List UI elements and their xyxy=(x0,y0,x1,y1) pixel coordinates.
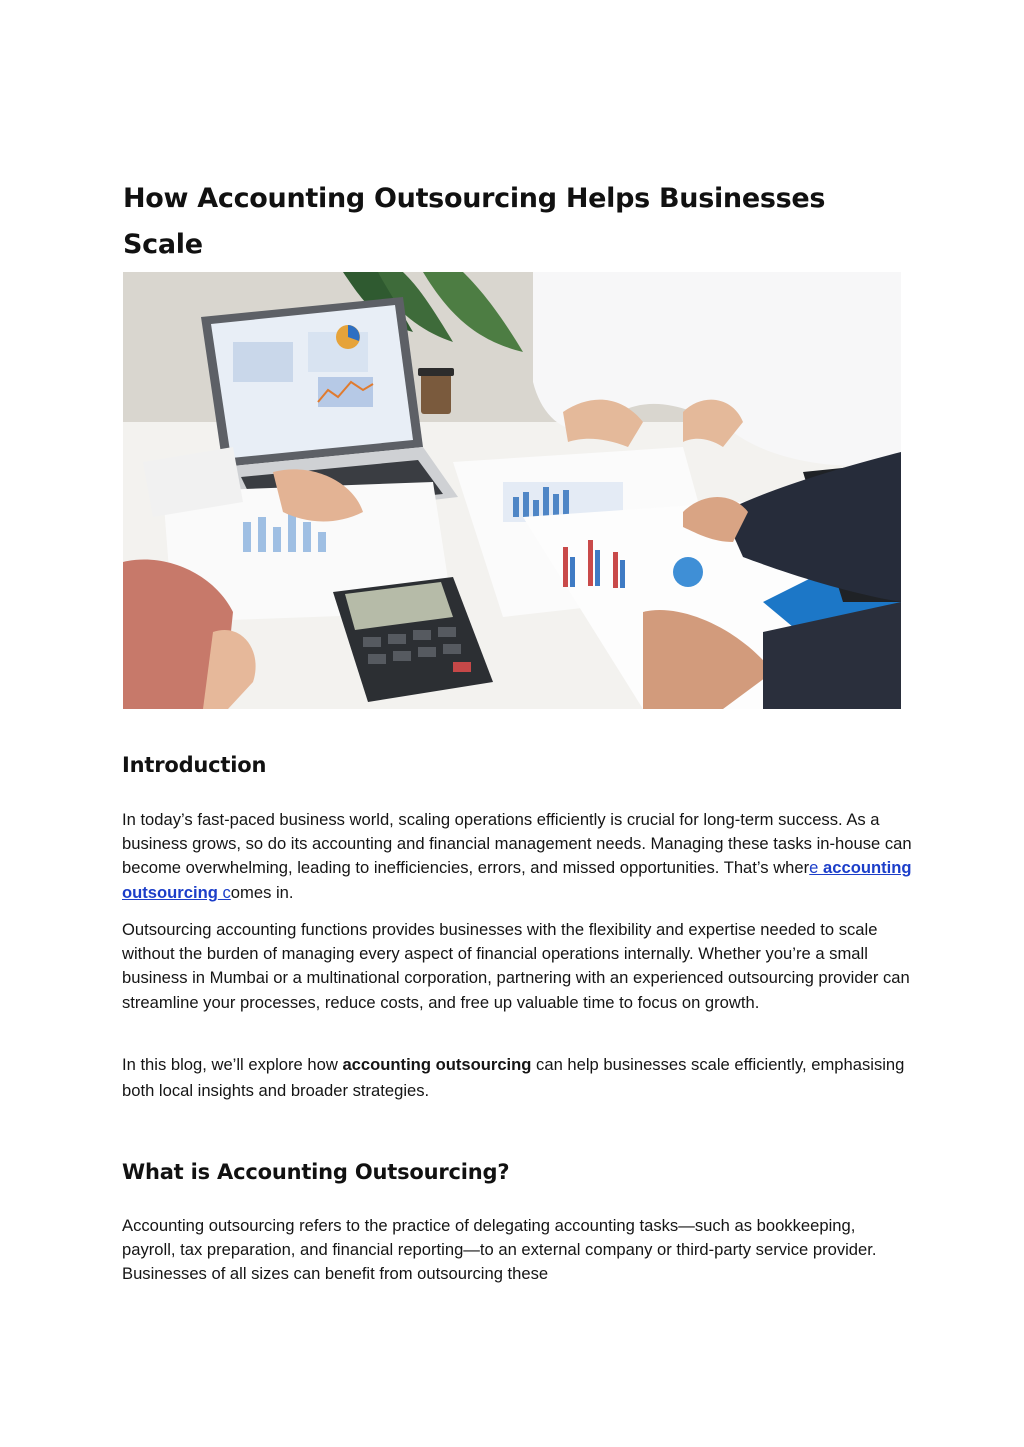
intro-paragraph-1 xyxy=(122,808,912,905)
intro-paragraph-3 xyxy=(122,1052,912,1104)
link-bold-text: accounting outsourcing xyxy=(122,858,912,902)
intro-p1-start: In today’s fast-paced business world, scaling operations efficiently is crucial for long-term success. As a business grows, so do its accounting and financial management needs. Managing these tasks in-house can become overwhelming, leading to inefficiencies, errors, and missed opportunities. That’s wher xyxy=(122,810,912,878)
link-pre-text: e xyxy=(809,858,824,878)
intro-p3-bold: accounting outsourcing xyxy=(342,1055,532,1074)
office-accounting-meeting-photo-icon xyxy=(123,272,901,709)
what-is-heading: What is Accounting Outsourcing? xyxy=(122,1160,510,1184)
intro-p1-end: omes in. xyxy=(230,882,294,902)
link-post-text: c xyxy=(217,882,231,902)
intro-p3-end: can help businesses scale efficiently, emphasising both local insights and broader strategies. xyxy=(122,1055,905,1100)
introduction-heading: Introduction xyxy=(122,753,267,777)
title-line-1: How Accounting Outsourcing Helps Businesses Scale xyxy=(123,183,826,260)
what-is-paragraph-1: Accounting outsourcing refers to the practice of delegating accounting tasks—such as bookkeeping, payroll, tax preparation, and financial reporting—to an external company or third-party service provider. Businesses of all sizes can benefit from outsourcing these xyxy=(122,1216,877,1284)
intro-p3-start: In this blog, we’ll explore how xyxy=(122,1055,343,1074)
intro-paragraph-2: Outsourcing accounting functions provides businesses with the flexibility and expertise needed to scale without the burden of managing every aspect of financial operations internally. Whether you’re a small business in Mumbai or a multinational corporation, partnering with an experienced outsourcing provider can streamline your processes, reduce costs, and free up valuable time to focus on growth. xyxy=(122,920,910,1012)
hero-image xyxy=(123,272,901,709)
